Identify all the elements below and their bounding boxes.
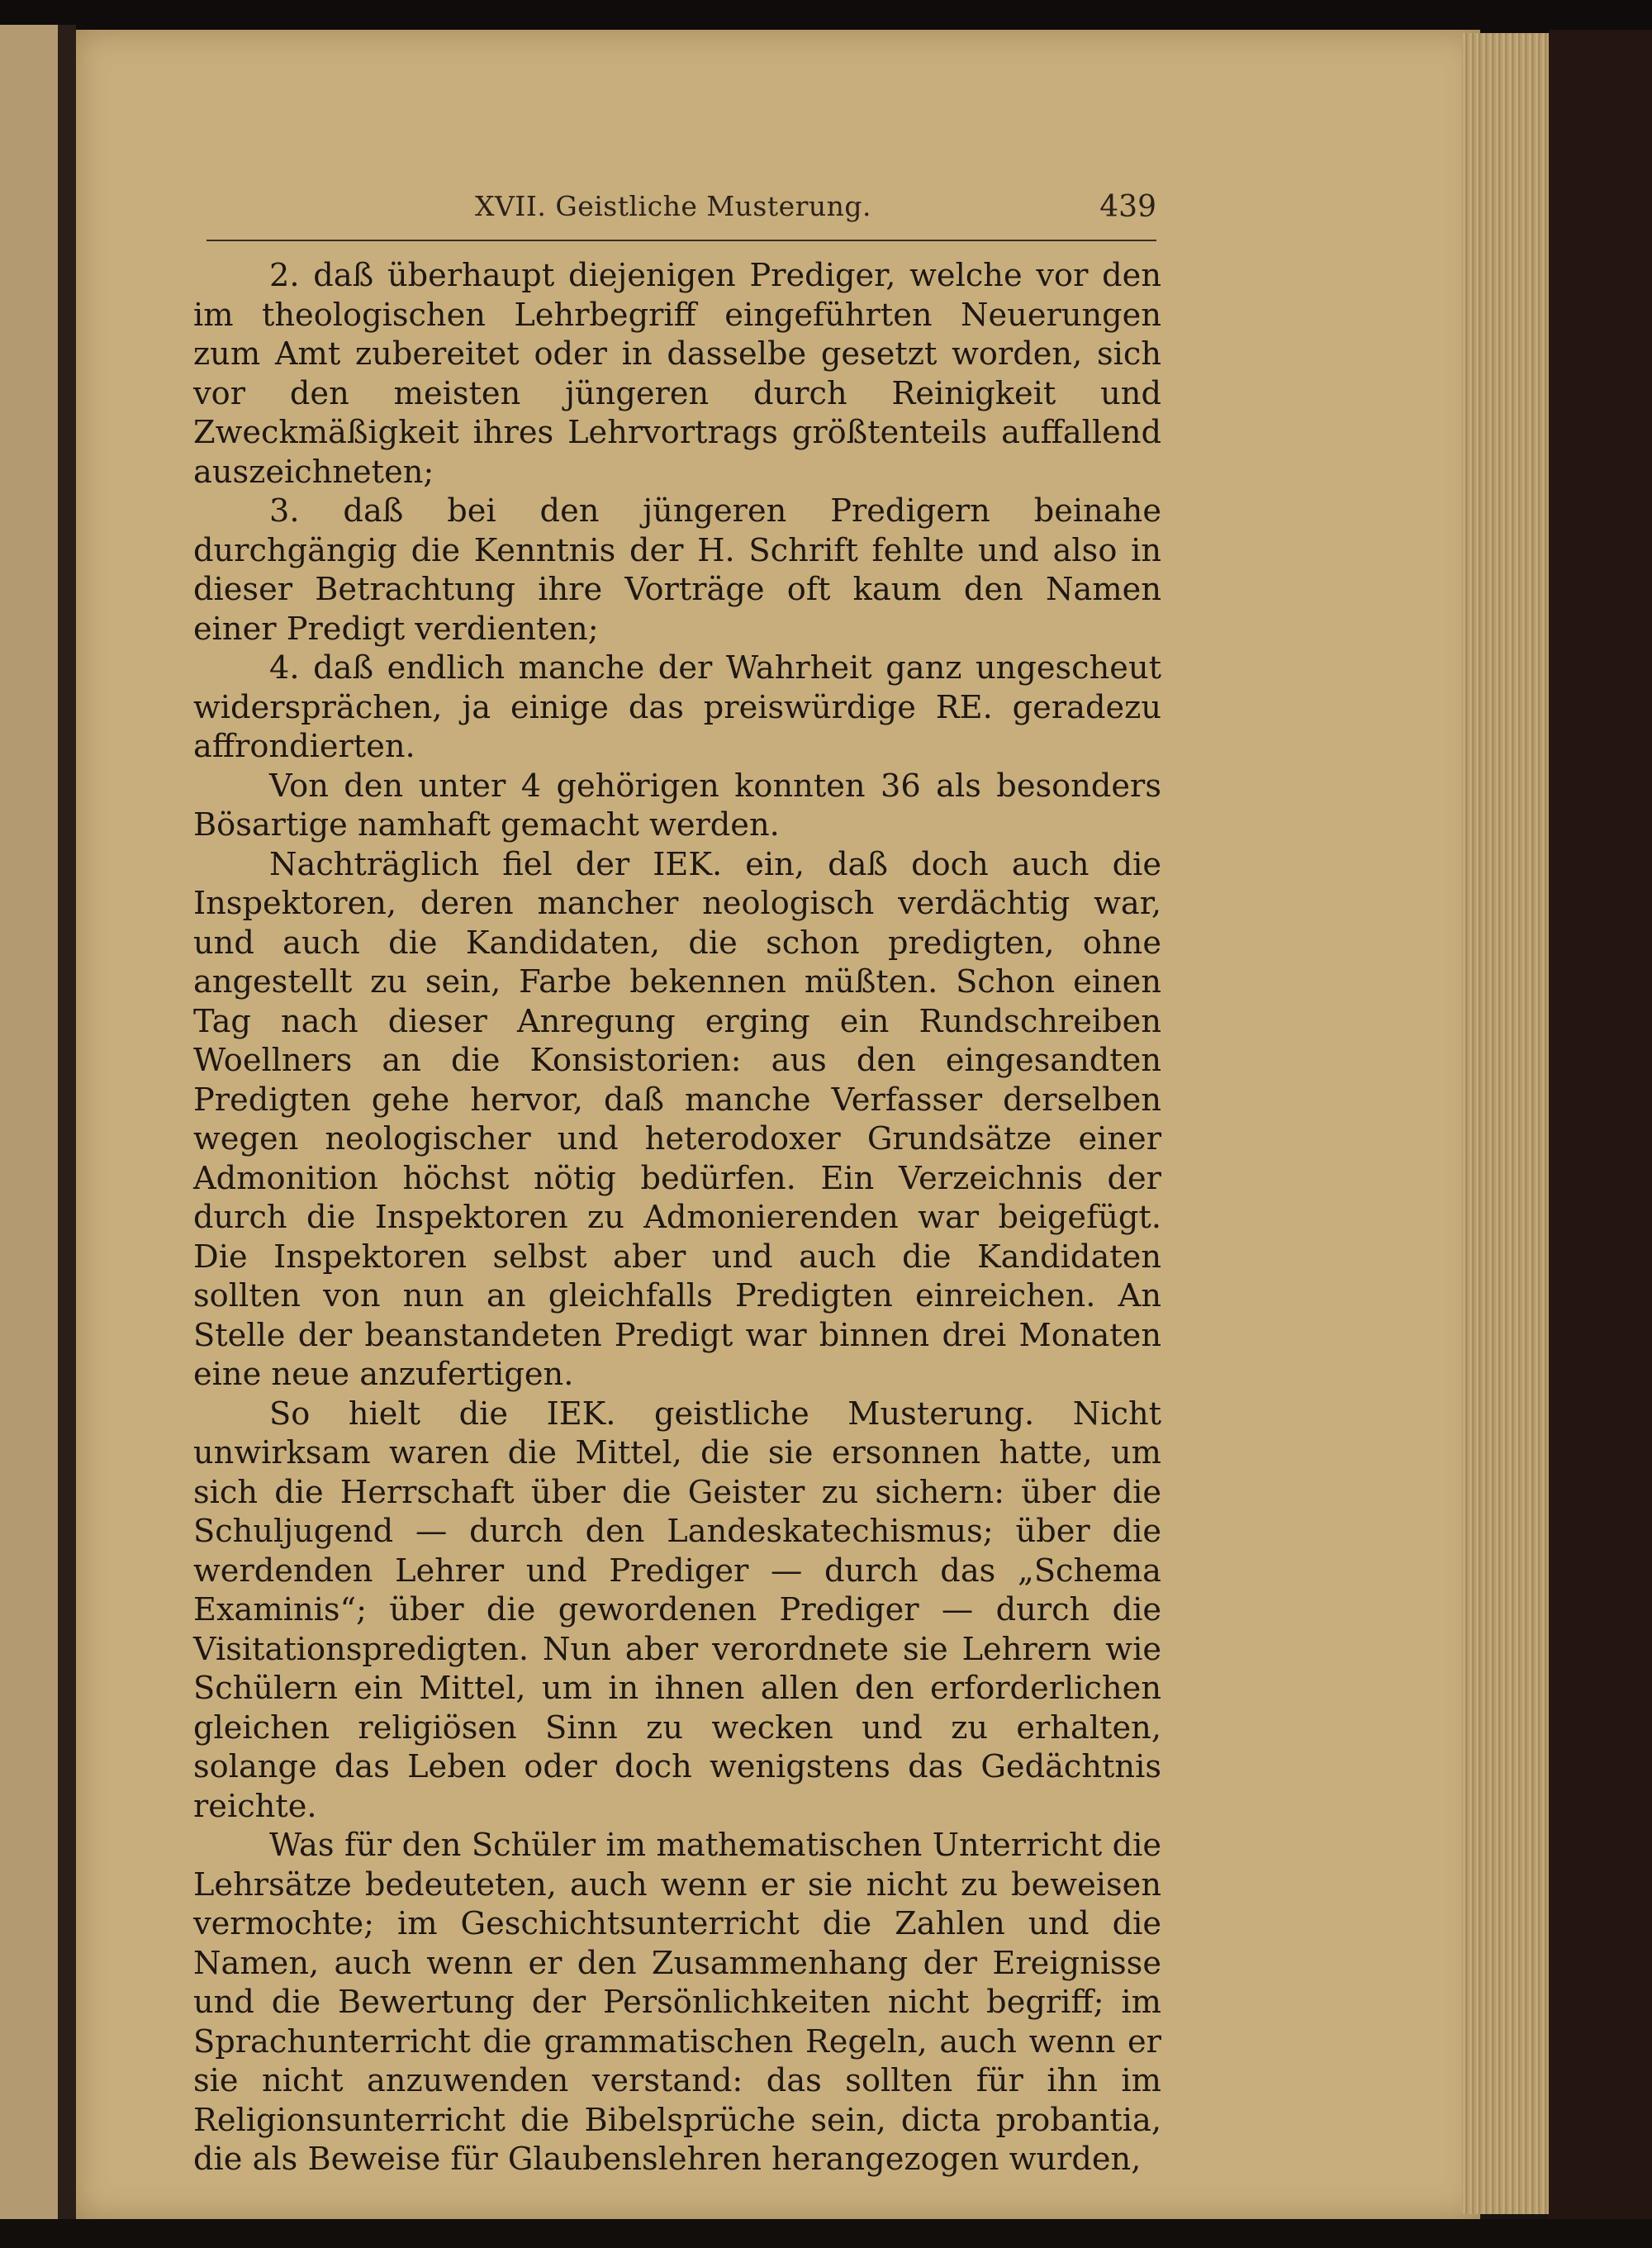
header-rule bbox=[206, 240, 1156, 241]
paragraph: 4. daß endlich manche der Wahrheit ganz ungescheut widersprächen, ja einige das preiswürdige RE. geradezu affrondierten. bbox=[193, 649, 1161, 765]
facing-page-edge bbox=[0, 25, 66, 2222]
paragraph: 2. daß überhaupt diejenigen Prediger, welche vor den im theologischen Lehrbegriff eingeführten Neuerungen zum Amt zubereitet oder in dasselbe gesetzt worden, sich vor den meisten jüngeren durch Reinigkeit und Zweckmäßigkeit ihres Lehrvortrags größtenteils auffallend auszeichneten; bbox=[193, 257, 1161, 491]
running-head bbox=[190, 190, 1156, 240]
paragraph: Von den unter 4 gehörigen konnten 36 als besonders Bösartige namhaft gemacht werden. bbox=[193, 767, 1161, 844]
running-title: XVII. Geistliche Musterung. bbox=[474, 190, 872, 222]
book-cover-edge bbox=[1549, 30, 1652, 2236]
paragraph: So hielt die IEK. geistliche Musterung. Nicht unwirksam waren die Mittel, die sie ersonnen hatte, um sich die Herrschaft über die Geister zu sichern: über die Schuljugend — durch den Landeskatechismus; über die werdenden Lehrer und Prediger — durch das „Schema Examinis“; über die gewordenen Prediger — durch die Visitationspredigten. Nun aber verordnete sie Lehrern wie Schülern ein Mittel, um in ihnen allen den erforderlichen gleichen religiösen Sinn zu wecken und zu erhalten, solange das Leben oder doch wenigstens das Gedächtnis reichte. bbox=[193, 1395, 1161, 1825]
body-text bbox=[193, 256, 1161, 2179]
page-number: 439 bbox=[1099, 190, 1156, 224]
paragraph: Was für den Schüler im mathematischen Unterricht die Lehrsätze bedeuteten, auch wenn er sie nicht zu beweisen vermochte; im Geschichtsunterricht die Zahlen und die Namen, auch wenn er den Zusammenhang der Ereignisse und die Bewertung der Persönlichkeiten nicht begriff; im Sprachunterricht die grammatischen Regeln, auch wenn er sie nicht anzuwenden verstand: das sollten für ihn im Religionsunterricht die Bibelsprüche sein, dicta probantia, die als Beweise für Glaubenslehren herangezogen wurden, bbox=[193, 1827, 1161, 2178]
book-gutter bbox=[58, 25, 76, 2222]
scan-background-bottom bbox=[0, 2219, 1652, 2248]
paragraph: Nachträglich fiel der IEK. ein, daß doch auch die Inspektoren, deren mancher neologisch verdächtig war, und auch die Kandidaten, die schon predigten, ohne angestellt zu sein, Farbe bekennen müßten. Schon einen Tag nach dieser Anregung erging ein Rundschreiben Woellners an die Konsistorien: aus den eingesandten Predigten gehe hervor, daß manche Verfasser derselben wegen neologischer und heterodoxer Grundsätze einer Admonition höchst nötig bedürfen. Ein Verzeichnis der durch die Inspektoren zu Admonierenden war beigefügt. Die Inspektoren selbst aber und auch die Kandidaten sollten von nun an gleichfalls Predigten einreichen. An Stelle der beanstandeten Predigt war binnen drei Monaten eine neue anzufertigen. bbox=[193, 845, 1161, 1393]
paragraph: 3. daß bei den jüngeren Predigern beinahe durchgängig die Kenntnis der H. Schrift fehlte und also in dieser Betrachtung ihre Vorträge oft kaum den Namen einer Predigt verdienten; bbox=[193, 492, 1161, 648]
page-stack-edges bbox=[1462, 33, 1561, 2214]
